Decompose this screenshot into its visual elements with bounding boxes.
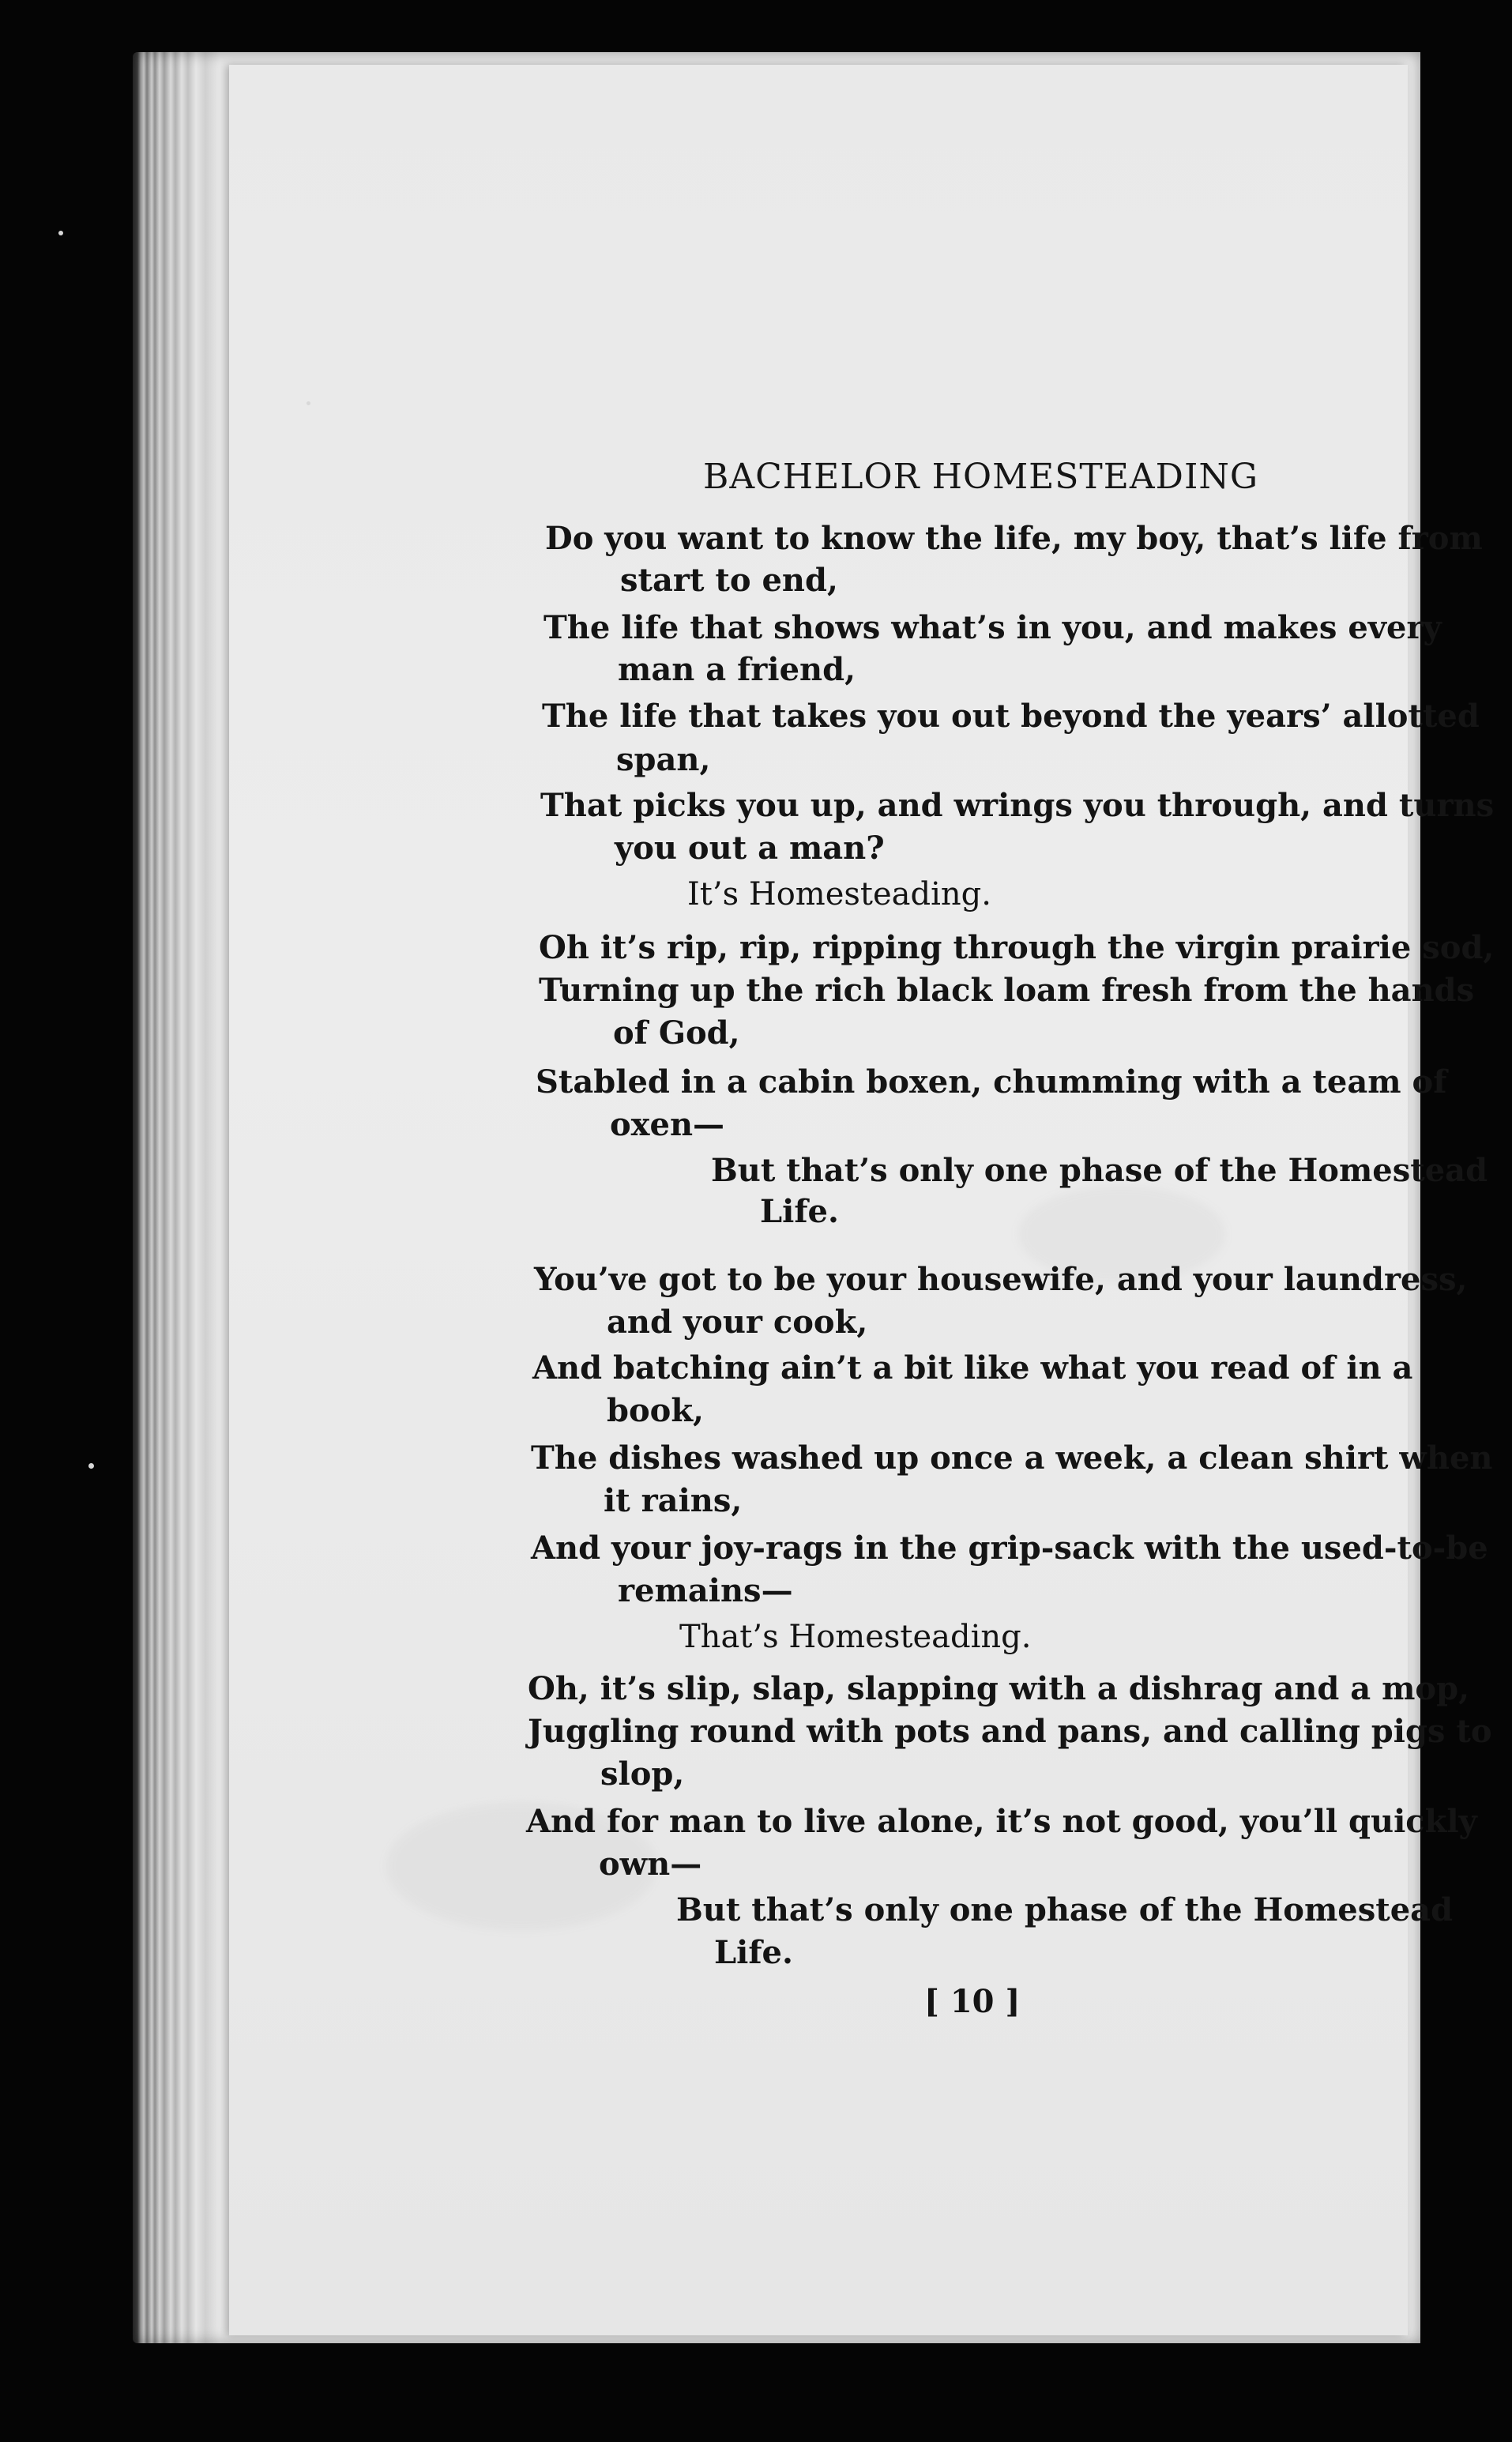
poem-line: Oh it’s rip, rip, ripping through the virgin prairie sod, — [539, 929, 1495, 966]
poem-line: slop, — [600, 1755, 685, 1793]
poem-line: That’s Homesteading. — [679, 1619, 1032, 1655]
poem-line: Oh, it’s slip, slap, slapping with a dishrag and a mop, — [528, 1670, 1469, 1707]
poem-line: it rains, — [604, 1482, 743, 1519]
poem-line: Life. — [714, 1934, 793, 1971]
poem-line: of God, — [613, 1014, 740, 1052]
poem-line: Do you want to know the life, my boy, that’s life from — [545, 520, 1483, 557]
poem-line: And your joy-rags in the grip-sack with the used-to-be — [531, 1530, 1488, 1567]
poem-line: That picks you up, and wrings you through, and turns — [540, 787, 1495, 824]
poem-line: But that’s only one phase of the Homestead — [711, 1152, 1488, 1189]
poem-line: Life. — [760, 1193, 839, 1230]
page-number: [ 10 ] — [924, 1983, 1021, 2020]
poem-line: But that’s only one phase of the Homestead — [676, 1891, 1454, 1928]
poem-line: You’ve got to be your housewife, and your laundress, — [534, 1261, 1468, 1298]
poem-line: span, — [616, 741, 711, 778]
poem-line: and your cook, — [607, 1304, 868, 1341]
poem-line: remains— — [618, 1572, 793, 1609]
poem-line: you out a man? — [615, 830, 885, 867]
poem-line: The dishes washed up once a week, a clean shirt when — [531, 1439, 1493, 1477]
poem-line: And batching ain’t a bit like what you read of in a — [532, 1349, 1413, 1387]
poem-line: oxen— — [610, 1106, 725, 1143]
poem-line: It’s Homesteading. — [687, 876, 991, 912]
poem-line: The life that shows what’s in you, and makes every — [543, 609, 1442, 646]
poem-line: own— — [599, 1846, 702, 1883]
poem-line: start to end, — [620, 562, 838, 599]
poem-line: The life that takes you out beyond the years’ allotted — [542, 698, 1480, 735]
poem-title: BACHELOR HOMESTEADING — [703, 457, 1258, 497]
poem-line: And for man to live alone, it’s not good, you’ll quickly — [526, 1803, 1477, 1840]
poem-line: book, — [607, 1392, 704, 1429]
poem-line: Juggling round with pots and pans, and calling pigs to — [528, 1713, 1492, 1750]
poem-line: Turning up the rich black loam fresh from the hands — [539, 972, 1475, 1009]
poem-line: Stabled in a cabin boxen, chumming with a team of — [536, 1063, 1447, 1101]
poem-line: man a friend, — [618, 651, 856, 688]
